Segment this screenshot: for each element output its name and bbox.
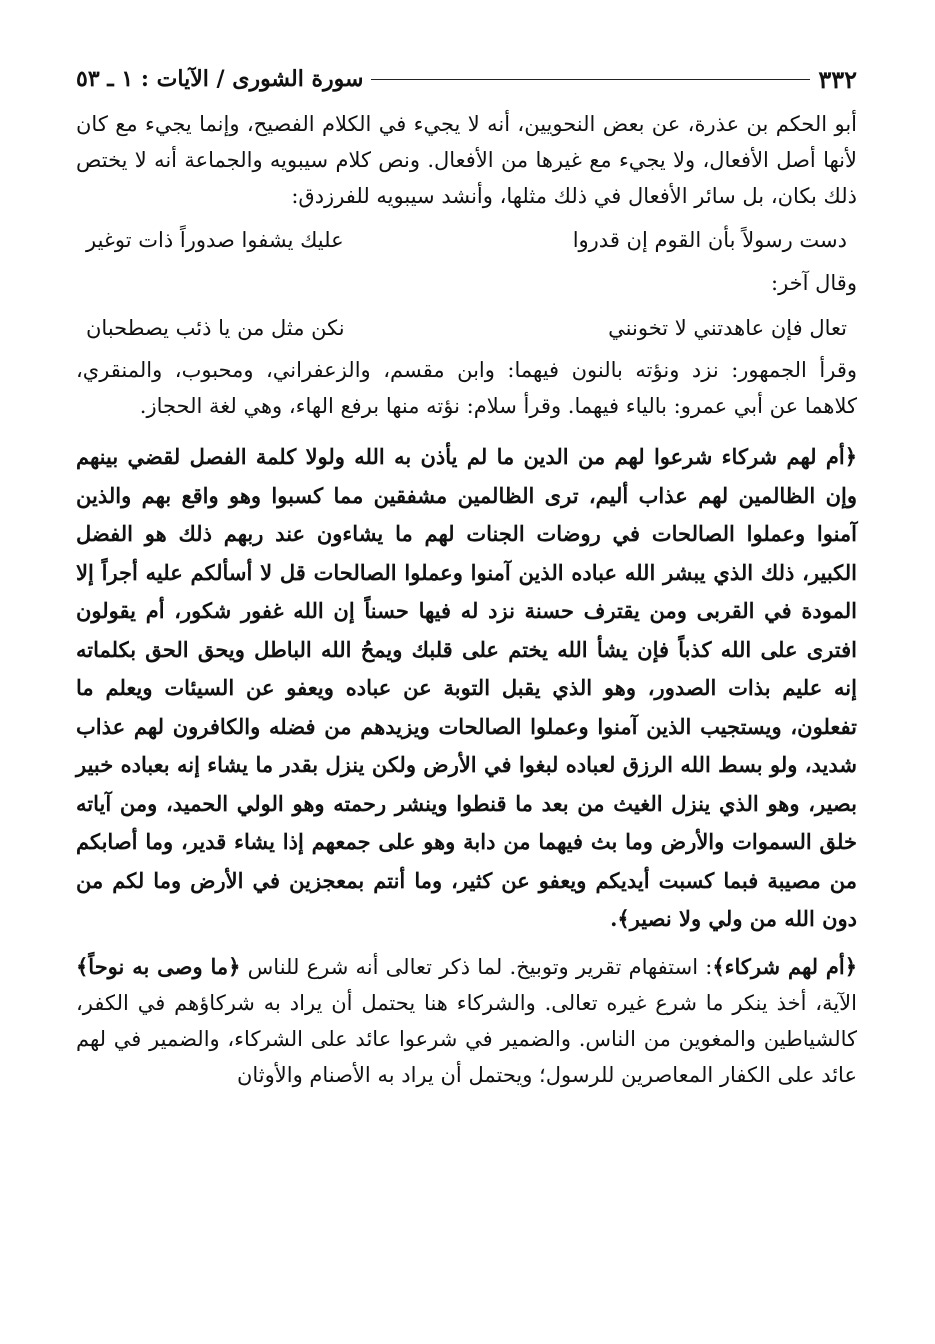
page-header [76,62,857,96]
tafsir-paragraph [76,949,857,1093]
intro-paragraph: أبو الحكم بن عذرة، عن بعض النحويين، أنه لا يجيء في الكلام الفصيح، وإنما يجيء مع كان لأنها أصل الأفعال، ولا يجيء مع غيرها من الأفعال. ونص كلام سيبويه والجماعة أنه لا يختص ذلك بكان، بل سائر الأفعال في ذلك مثلها، وأنشد سيبويه للفرزدق: [76,112,857,208]
verse-1-first-half: دست رسولاً بأن القوم إن قدروا [572,228,847,252]
quran-passage: ﴿أم لهم شركاء شرعوا لهم من الدين ما لم يأذن به الله ولولا كلمة الفصل لقضي بينهم وإن الظالمين لهم عذاب أليم، ترى الظالمين مشفقين مما كسبوا وهو واقع بهم والذين آمنوا وعملوا الصالحات في روضات الجنات لهم ما يشاءون عند ربهم ذلك هو الفضل الكبير، ذلك الذي يبشر الله عباده الذين آمنوا وعملوا الصالحات قل لا أسألكم عليه أجراً إلا المودة في القربى ومن يقترف حسنة نزد له فيها حسناً إن الله غفور شكور، أم يقولون افترى على الله كذباً فإن يشأ الله يختم على قلبك ويمحُ الله الباطل ويحق الحق بكلماته إنه عليم بذات الصدور، وهو الذي يقبل التوبة عن عباده ويعفو عن السيئات ويعلم ما تفعلون، ويستجيب الذين آمنوا وعملوا الصالحات ويزيدهم من فضله والكافرون لهم عذاب شديد، ولو بسط الله الرزق لعباده لبغوا في الأرض ولكن ينزل بقدر ما يشاء إنه بعباده خبير بصير، وهو الذي ينزل الغيث من بعد ما قنطوا وينشر رحمته وهو الولي الحميد، ومن آياته خلق السموات والأرض وما بث فيهما من دابة وهو على جمعهم إذا يشاء قدير، وما أصابكم من مصيبة فبما كسبت أيديكم ويعفو عن كثير، وما أنتم بمعجزين في الأرض وما لكم من دون الله من ولي ولا نصير﴾. [76,444,857,931]
tafsir-inline-quote: ﴿ما وصى به نوحاً﴾ [76,953,241,979]
verse-2-second-half: نكن مثل من يا ذئب يصطحبان [86,316,345,340]
other-poet-label: وقال آخر: [771,271,857,295]
readings-paragraph: وقرأ الجمهور: نزد ونؤته بالنون فيهما: وابن مقسم، والزعفراني، ومحبوب، والمنقري، كلاهما عن أبي عمرو: بالياء فيهما. وقرأ سلام: نؤته منها برفع الهاء، وهي لغة الحجاز. [76,358,857,418]
page-title: سورة الشورى / الآيات : ١ ـ ٥٣ [76,66,364,92]
page-number: ٣٣٢ [818,64,857,94]
poetry-verse-2 [86,308,847,348]
poetry-verse-1 [86,220,847,260]
tafsir-text-2: الآية، أخذ ينكر ما شرع غيره تعالى. والشركاء هنا يحتمل أن يراد به شركاؤهم في الكفر، كالشياطين والمغوين من الناس. والضمير في شرعوا عائد على الشركاء، والضمير في لهم عائد على الكفار المعاصرين للرسول؛ ويحتمل أن يراد به الأصنام والأوثان [76,990,857,1087]
verse-1-second-half: عليك يشفوا صدوراً ذات توغير [86,228,344,252]
header-rule [371,79,810,80]
tafsir-text-1: : استفهام تقرير وتوبيخ. لما ذكر تعالى أنه شرع للناس [240,954,713,979]
verse-2-first-half: تعال فإن عاهدتني لا تخونني [608,316,847,340]
tafsir-lead-quote: ﴿أم لهم شركاء﴾ [712,953,858,979]
